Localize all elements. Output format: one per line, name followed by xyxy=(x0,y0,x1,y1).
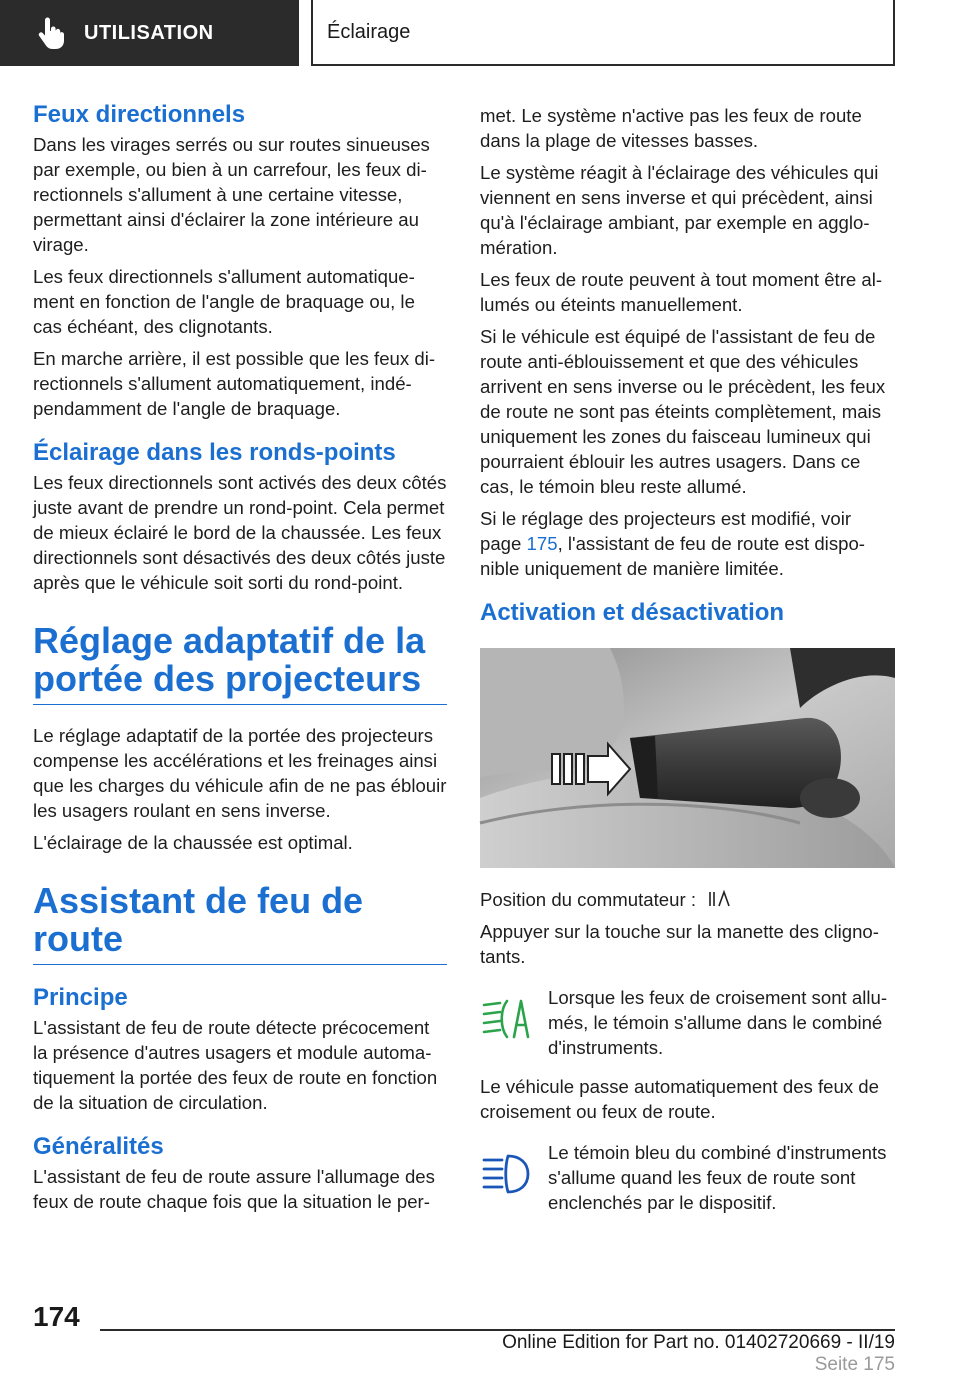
right-column xyxy=(480,103,895,1229)
turn-signal-lever-image xyxy=(480,648,895,868)
high-beam-indicator-icon xyxy=(480,1150,532,1198)
footer-divider xyxy=(100,1329,895,1331)
high-beam-assistant-icon xyxy=(704,889,732,909)
paragraph: Si le véhicule est équipé de l'assistant de feu de route anti-éblouissement et que des véhicules arrivent en sens inverse ou le précèdent, les feux de route ne sont pas éteints complètement, mais uniquement les zones du faisceau lumineux qui pourraient éblouir les autres usagers. Dans ce cas, le témoin bleu reste allumé. xyxy=(480,326,886,497)
left-column xyxy=(33,100,447,1221)
paragraph: Les feux directionnels sont activés des deux côtés juste avant de prendre un rond-point. Cela permet de mieux éclairé le bord de la chaussée. Les feux directionnels sont désactivés des deux côtés juste après que le véhicule soit sorti du rond-point. xyxy=(33,472,447,593)
heading-activation: Activation et désactivation xyxy=(480,599,785,626)
heading-feux-directionnels: Feux directionnels xyxy=(33,101,246,128)
paragraph: Si le réglage des projecteurs est modifié, voir page 175, l'assistant de feu de route est disponible uniquement de manière limitée. xyxy=(480,508,865,579)
hand-pointer-icon xyxy=(36,17,64,49)
paragraph: met. Le système n'active pas les feux de route dans la plage de vitesses basses. xyxy=(480,105,862,151)
section-tab xyxy=(0,0,299,66)
paragraph: Le véhicule passe automatiquement des feux de croisement ou feux de route. xyxy=(480,1076,879,1122)
heading-principe: Principe xyxy=(33,984,128,1011)
heading-assistant-feu-route: Assistant de feu de route xyxy=(33,882,447,965)
paragraph: Le système réagit à l'éclairage des véhicules qui viennent en sens inverse et qui précèdent, ainsi qu'à l'éclairage ambiant, par exemple en agglomération. xyxy=(480,162,879,258)
paragraph: En marche arrière, il est possible que les feux directionnels s'allument automatiquement, indépendamment de l'angle de braquage. xyxy=(33,348,436,419)
indicator-note-low-beam xyxy=(480,985,895,1060)
paragraph: Le réglage adaptatif de la portée des projecteurs compense les accélérations et les freinages ainsi que les charges du véhicule afin de ne pas éblouir les usagers roulant en sens inverse. xyxy=(33,725,447,821)
paragraph: Lorsque les feux de croisement sont allumés, le témoin s'allume dans le combiné d'instruments. xyxy=(548,987,888,1058)
paragraph: Position du commutateur : xyxy=(480,887,895,912)
chapter-tab xyxy=(311,0,895,66)
paragraph: L'assistant de feu de route assure l'allumage des feux de route chaque fois que la situation le per- xyxy=(33,1166,435,1212)
paragraph: L'éclairage de la chaussée est optimal. xyxy=(33,832,353,853)
heading-ronds-points: Éclairage dans les ronds-points xyxy=(33,439,396,466)
page-link[interactable]: 175 xyxy=(526,533,558,554)
chapter-title: Éclairage xyxy=(327,20,411,43)
paragraph: Les feux de route peuvent à tout moment être allumés ou éteints manuellement. xyxy=(480,269,883,315)
section-title: UTILISATION xyxy=(84,21,214,44)
indicator-note-high-beam xyxy=(480,1140,895,1215)
paragraph: Les feux directionnels s'allument automatiquement en fonction de l'angle de braquage ou, le cas échéant, des clignotants. xyxy=(33,266,415,337)
footer-edition: Online Edition for Part no. 01402720669 - II/19 Seite 175 xyxy=(502,1332,895,1375)
paragraph: Appuyer sur la touche sur la manette des clignotants. xyxy=(480,921,879,967)
heading-generalites: Généralités xyxy=(33,1133,164,1160)
high-beam-assistant-indicator-icon xyxy=(480,995,532,1043)
heading-reglage-portee: Réglage adaptatif de la portée des projecteurs xyxy=(33,622,447,705)
page-number: 174 xyxy=(33,1301,80,1332)
paragraph: Le témoin bleu du combiné d'instruments s'allume quand les feux de route sont enclenchés par le dispositif. xyxy=(548,1142,887,1213)
footer-watermark: Seite 175 xyxy=(814,1354,895,1375)
paragraph: Dans les virages serrés ou sur routes sinueuses par exemple, ou bien à un carrefour, les feux directionnels s'allument à une certaine vitesse, permettant ainsi d'éclairer la zone intérieure au virage. xyxy=(33,134,430,255)
paragraph: L'assistant de feu de route détecte précocement la présence d'autres usagers et module automatiquement la portée des feux de route en fonction de la situation de circulation. xyxy=(33,1017,438,1113)
